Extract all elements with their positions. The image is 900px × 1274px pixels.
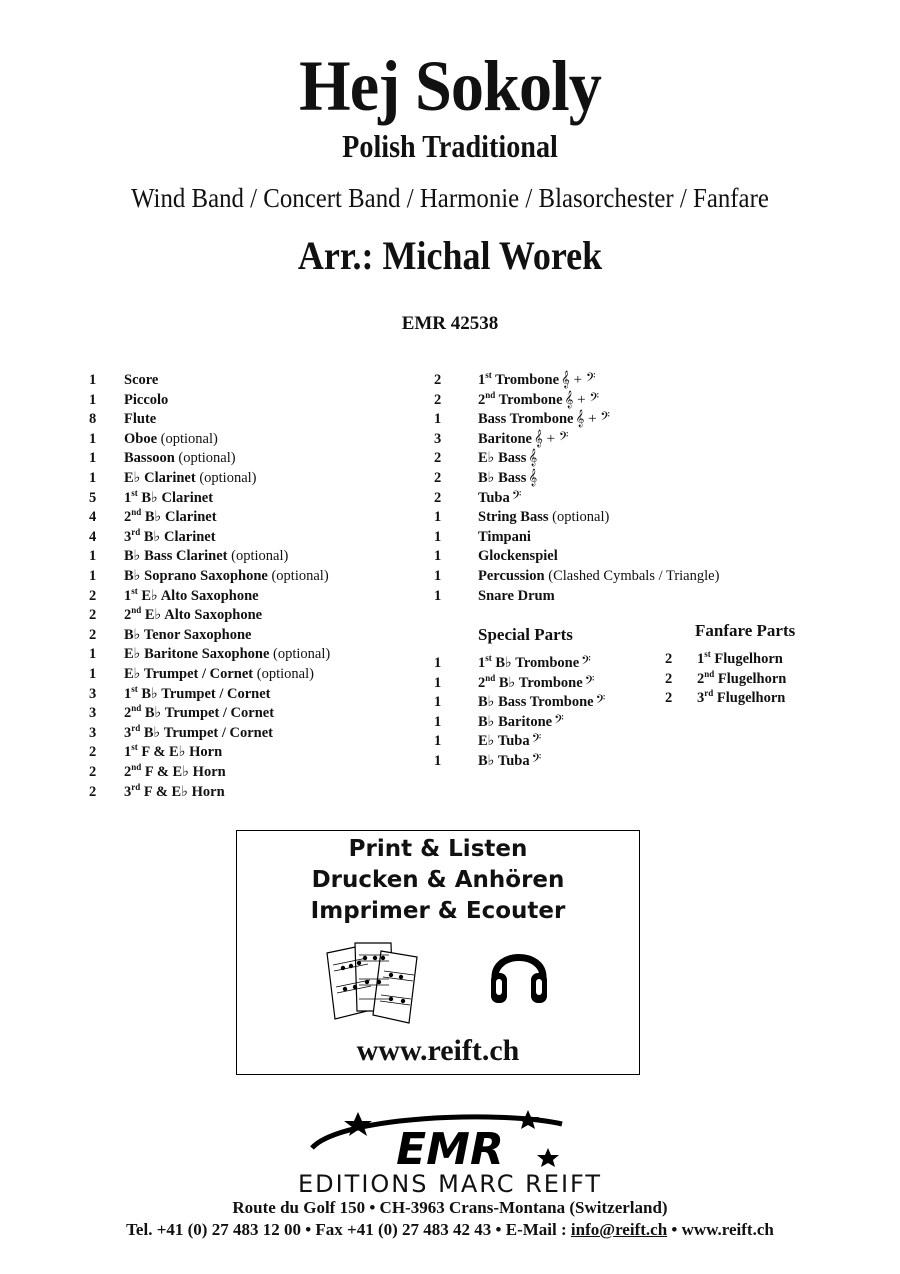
part-quantity: 2 [89,626,97,643]
part-quantity: 1 [434,568,442,584]
part-quantity: 1 [434,753,442,769]
part-name: 2nd B♭ Trumpet / Cornet [124,703,275,722]
part-quantity: 1 [434,528,442,545]
part-name: Baritone 𝄞 + 𝄢 [478,430,569,447]
part-quantity: 8 [89,411,97,428]
part-quantity: 2 [434,372,442,388]
part-name: Percussion (Clashed Cymbals / Triangle) [478,568,720,584]
part-name: Tuba 𝄢 [478,489,522,506]
promo-line-french: Imprimer & Ecouter [310,898,566,924]
part-quantity: 1 [89,548,97,565]
part-name: 3rd Flugelhorn [697,688,786,707]
part-quantity: 2 [89,607,97,624]
part-quantity: 2 [665,651,673,667]
part-name: 2nd Trombone 𝄞 + 𝄢 [478,389,600,408]
part-name: E♭ Trumpet / Cornet (optional) [124,666,314,682]
part-quantity: 2 [89,783,97,800]
website-link[interactable]: www.reift.ch [356,1034,520,1067]
part-name: 2nd B♭ Clarinet [124,507,217,526]
part-quantity: 2 [89,744,97,761]
part-quantity: 3 [89,724,97,741]
contact-website: • www.reift.ch [667,1220,774,1239]
part-name: 1st B♭ Trumpet / Cornet [124,683,271,702]
part-name: 1st B♭ Trombone 𝄢 [478,653,591,671]
part-quantity: 1 [89,372,97,388]
part-quantity: 2 [434,391,442,408]
part-name: Glockenspiel [478,548,558,565]
promo-line-english: Print & Listen [348,836,528,862]
logo-text: EMR [396,1124,504,1175]
part-name: 1st E♭ Alto Saxophone [124,585,259,604]
part-quantity: 1 [434,713,442,730]
part-name: Snare Drum [478,587,555,604]
part-name: 2nd Flugelhorn [697,668,787,687]
part-quantity: 1 [434,587,442,604]
part-name: Piccolo [124,391,169,408]
publisher-address: Route du Golf 150 • CH-3963 Crans-Montana (Switzerland) [232,1198,668,1217]
headphones-icon [487,939,551,1009]
email-link[interactable]: info@reift.ch [570,1220,668,1239]
catalog-number: EMR 42538 [401,313,499,334]
part-name: B♭ Bass Clarinet (optional) [124,548,289,565]
part-quantity: 5 [89,489,97,506]
part-name: 3rd F & E♭ Horn [124,781,225,800]
part-name: 1st Flugelhorn [697,649,783,667]
part-quantity: 2 [665,690,673,707]
part-quantity: 1 [89,568,97,584]
publisher-name: EDITIONS MARC REIFT [297,1170,603,1198]
part-quantity: 1 [89,391,97,408]
part-name: B♭ Baritone 𝄢 [478,713,564,730]
part-quantity: 1 [434,674,442,691]
part-name: Bass Trombone 𝄞 + 𝄢 [478,411,610,428]
part-quantity: 2 [89,764,97,780]
part-name: Timpani [478,528,531,545]
part-name: E♭ Bass 𝄞 [478,450,538,467]
special-parts-heading: Special Parts [478,625,573,644]
part-quantity: 3 [434,430,442,447]
part-name: 3rd B♭ Clarinet [124,526,216,545]
part-quantity: 4 [89,509,97,526]
fanfare-parts-heading: Fanfare Parts [695,621,796,640]
part-quantity: 1 [89,646,97,663]
part-quantity: 1 [434,509,442,526]
part-quantity: 2 [434,489,442,506]
part-quantity: 3 [89,705,97,722]
part-quantity: 1 [434,694,442,711]
part-name: 3rd B♭ Trumpet / Cornet [124,722,274,741]
part-name: 1st B♭ Clarinet [124,487,214,506]
part-name: E♭ Tuba 𝄢 [478,733,542,750]
part-name: Bassoon (optional) [124,450,236,467]
part-quantity: 4 [89,528,97,545]
part-name: B♭ Soprano Saxophone (optional) [124,568,329,584]
part-quantity: 1 [434,411,442,428]
score-subtitle: Polish Traditional [342,128,558,164]
part-quantity: 1 [89,666,97,682]
part-name: 1st Trombone 𝄞 + 𝄢 [478,370,596,388]
part-name: E♭ Clarinet (optional) [124,470,257,486]
part-name: String Bass (optional) [478,509,610,526]
part-quantity: 2 [434,470,442,486]
part-name: E♭ Baritone Saxophone (optional) [124,646,331,663]
contact-phone-fax: Tel. +41 (0) 27 483 12 00 • Fax +41 (0) 27 483 42 43 • E-Mail : [126,1220,571,1239]
part-quantity: 3 [89,685,97,702]
part-quantity: 1 [89,430,97,447]
part-quantity: 2 [665,670,673,687]
part-name: 1st F & E♭ Horn [124,742,223,761]
part-name: 2nd E♭ Alto Saxophone [124,605,263,624]
score-title: Hej Sokoly [299,46,601,126]
part-quantity: 1 [434,548,442,565]
part-name: 2nd F & E♭ Horn [124,762,226,780]
part-name: B♭ Tenor Saxophone [124,626,252,643]
print-listen-box [236,830,640,1075]
ensemble-line: Wind Band / Concert Band / Harmonie / Blasorchester / Fanfare [131,183,769,213]
part-name: Oboe (optional) [124,430,218,447]
part-name: B♭ Tuba 𝄢 [478,753,542,769]
part-name: Score [124,372,159,388]
emr-logo [300,1108,600,1176]
part-quantity: 1 [434,733,442,750]
arranger-line: Arr.: Michal Worek [297,233,603,278]
part-name: Flute [124,411,157,428]
part-name: 2nd B♭ Trombone 𝄢 [478,672,595,691]
part-quantity: 1 [434,655,442,671]
sheet-music-icon [321,939,431,1025]
part-name: B♭ Bass Trombone 𝄢 [478,694,606,711]
promo-line-german: Drucken & Anhören [311,867,565,893]
part-quantity: 1 [89,450,97,467]
part-name: B♭ Bass 𝄞 [478,470,538,486]
publisher-contact [0,1219,900,1241]
part-quantity: 2 [434,450,442,467]
part-quantity: 2 [89,587,97,604]
part-quantity: 1 [89,470,97,486]
